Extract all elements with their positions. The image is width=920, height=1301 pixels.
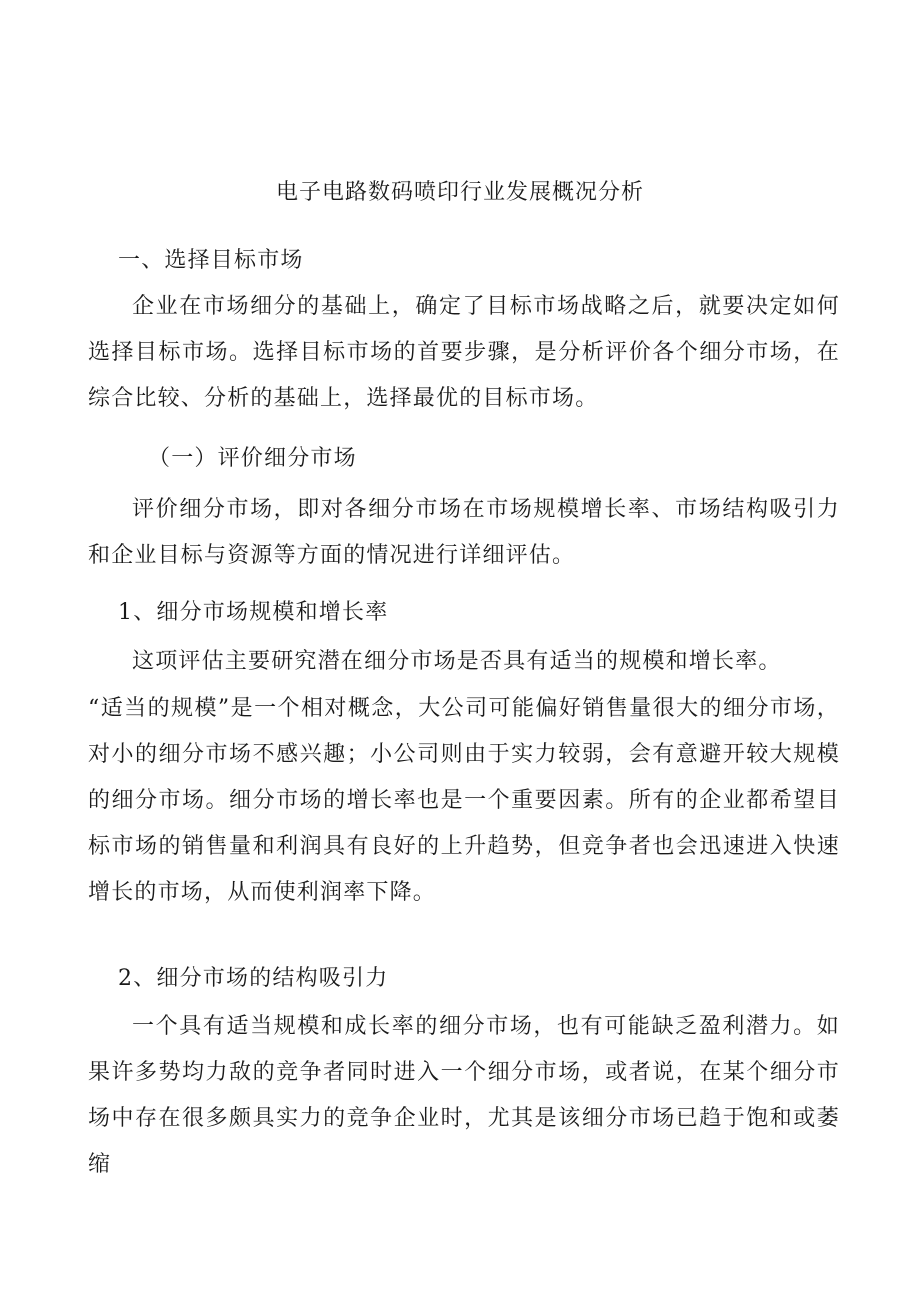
paragraph: “适当的规模”是一个相对概念，大公司可能偏好销售量很大的细分市场，对小的细分市场不感兴趣；小公司则由于实力较弱，会有意避开较大规模的细分市场。细分市场的增长率也是一个重要因素。所有的企业都希望目标市场的销售量和利润具有良好的上升趋势，但竞争者也会迅速进入快速增长的市场，从而使利润率下降。 [88,696,840,905]
paragraph: 评价细分市场，即对各细分市场在市场规模增长率、市场结构吸引力和企业目标与资源等方面的情况进行详细评估。 [88,497,840,568]
subsection-heading: （一）评价细分市场 [148,446,357,471]
item-heading: 1、细分市场规模和增长率 [118,600,389,625]
section-heading: 一、选择目标市场 [118,248,304,273]
paragraph: 一个具有适当规模和成长率的细分市场，也有可能缺乏盈利潜力。如果许多势均力敌的竞争者同时进入一个细分市场，或者说，在某个细分市场中存在很多颇具实力的竞争企业时，尤其是该细分市场已趋于饱和或萎缩 [88,1014,840,1177]
paragraph: 企业在市场细分的基础上，确定了目标市场战略之后，就要决定如何选择目标市场。选择目标市场的首要步骤，是分析评价各个细分市场，在综合比较、分析的基础上，选择最优的目标市场。 [88,294,840,411]
paragraph-first-line: 这项评估主要研究潜在细分市场是否具有适当的规模和增长率。 [132,649,782,674]
item-heading: 2、细分市场的结构吸引力 [118,966,389,991]
document-title: 电子电路数码喷印行业发展概况分析 [275,180,644,205]
